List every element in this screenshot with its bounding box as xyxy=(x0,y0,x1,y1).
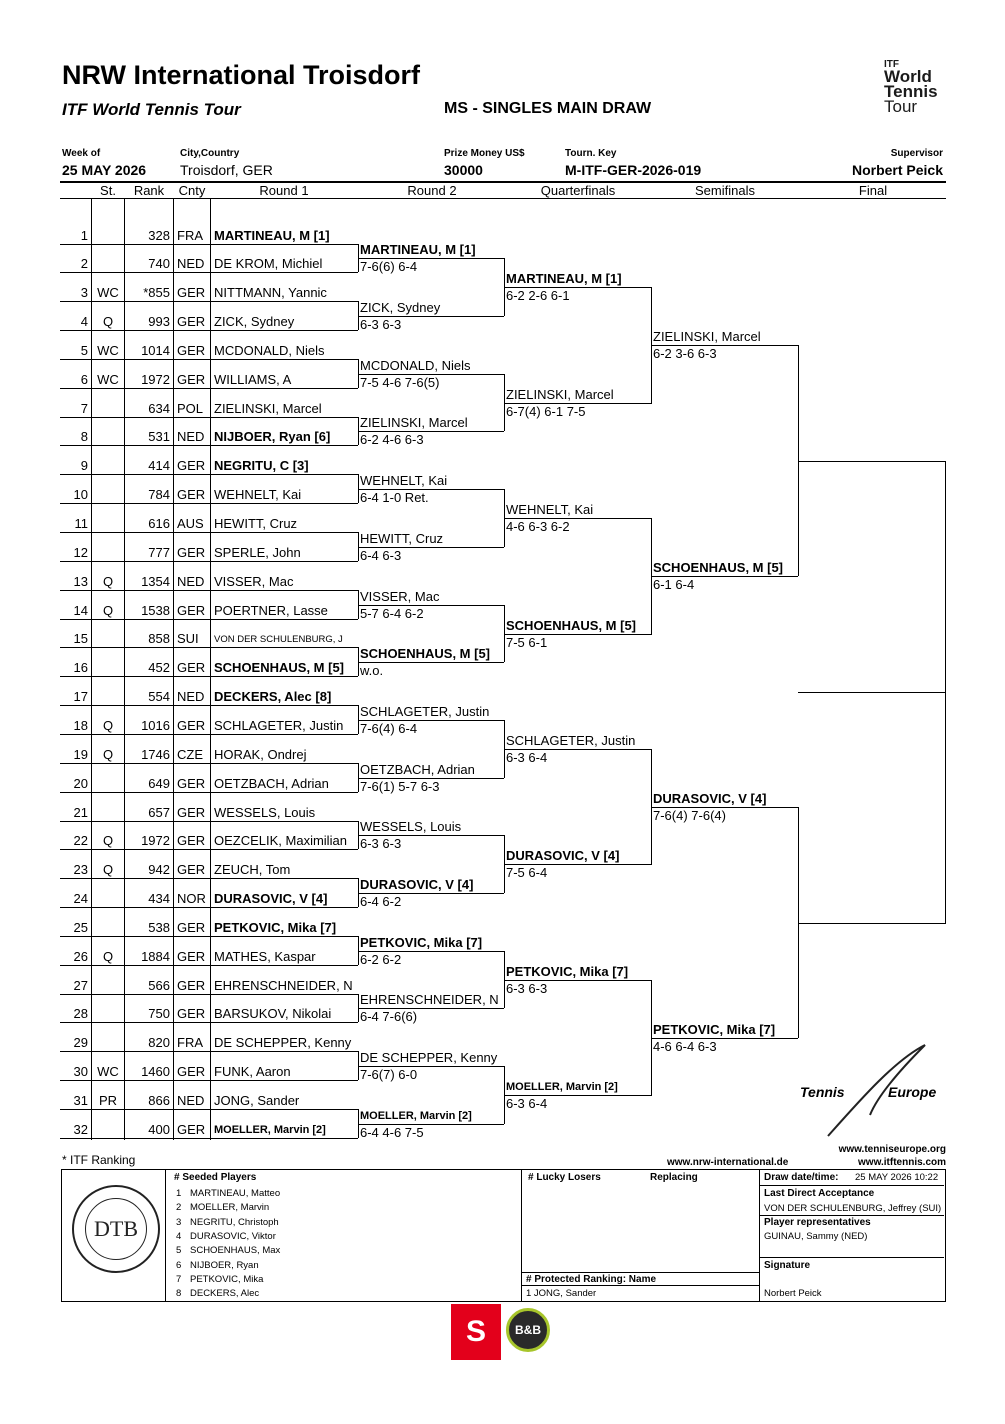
player-name[interactable]: DECKERS, Alec [8] xyxy=(214,689,332,704)
draw-position: 25 xyxy=(73,920,88,935)
winner-name[interactable]: MOELLER, Marvin [2] xyxy=(360,1110,472,1122)
bnb-hotels-logo: B&B xyxy=(506,1308,550,1352)
entry-status: WC xyxy=(97,343,119,358)
nrw-url[interactable]: www.nrw-international.de xyxy=(667,1157,789,1168)
draw-position: 11 xyxy=(74,516,88,531)
player-country: NED xyxy=(177,256,205,271)
entry-status: Q xyxy=(102,314,114,329)
draw-position: 5 xyxy=(80,343,88,358)
draw-position: 32 xyxy=(73,1122,88,1137)
entry-status: WC xyxy=(97,372,119,387)
draw-position: 3 xyxy=(80,285,88,300)
col-round1: Round 1 xyxy=(259,183,309,198)
player-rank: 554 xyxy=(148,689,170,704)
player-name[interactable]: NIJBOER, Ryan [6] xyxy=(214,429,331,444)
player-country: POL xyxy=(177,401,204,416)
prize-value: 30000 xyxy=(444,162,483,178)
draw-line xyxy=(60,445,358,446)
draw-line xyxy=(60,1022,358,1023)
col-cnty: Cnty xyxy=(178,183,206,198)
draw-position: 30 xyxy=(73,1064,88,1079)
match-score: 6-3 6-3 xyxy=(506,981,548,996)
city-label: City,Country xyxy=(180,148,240,159)
draw-position: 9 xyxy=(80,458,88,473)
winner-name[interactable]: DURASOVIC, V [4] xyxy=(653,791,767,806)
player-country: GER xyxy=(177,487,206,502)
winner-name[interactable]: MOELLER, Marvin [2] xyxy=(506,1081,618,1093)
player-country: GER xyxy=(177,1122,206,1137)
entry-status: Q xyxy=(102,574,114,589)
match-score: 6-4 7-6(6) xyxy=(360,1009,418,1024)
player-rank: 634 xyxy=(148,401,170,416)
draw-line xyxy=(60,821,358,822)
signature-label: Signature xyxy=(764,1260,811,1271)
winner-name[interactable]: WEHNELT, Kai xyxy=(360,473,448,488)
entry-status: Q xyxy=(102,747,114,762)
match-score: 7-5 6-1 xyxy=(506,635,548,650)
tennis-europe-logo: Tennis Europe xyxy=(800,1040,946,1140)
player-rank: 531 xyxy=(148,429,170,444)
seed-number: 1 xyxy=(176,1188,182,1199)
draw-position: 21 xyxy=(73,805,88,820)
player-country: GER xyxy=(177,458,206,473)
city-value: Troisdorf, GER xyxy=(180,162,273,178)
draw-line xyxy=(60,301,358,302)
draw-name: MS - SINGLES MAIN DRAW xyxy=(444,100,652,117)
winner-name[interactable]: ZIELINSKI, Marcel xyxy=(360,415,468,430)
column-header-rule xyxy=(60,198,946,199)
player-name[interactable]: FUNK, Aaron xyxy=(214,1064,291,1079)
player-rank: 1884 xyxy=(141,949,170,964)
winner-name[interactable]: WEHNELT, Kai xyxy=(506,502,594,517)
player-country: GER xyxy=(177,833,206,848)
winner-name[interactable]: SCHOENHAUS, M [5] xyxy=(653,560,784,575)
player-rank: 434 xyxy=(148,891,170,906)
player-rank: 1972 xyxy=(141,372,170,387)
player-rank: 1354 xyxy=(141,574,170,589)
col-semifinals: Semifinals xyxy=(695,183,755,198)
match-score: 7-6(7) 6-0 xyxy=(360,1067,418,1082)
player-name[interactable]: ZICK, Sydney xyxy=(214,314,295,329)
draw-position: 28 xyxy=(73,1006,88,1021)
col-sep xyxy=(210,198,211,1140)
draw-line xyxy=(60,763,358,764)
winner-name[interactable]: MCDONALD, Niels xyxy=(360,358,471,373)
player-rank: 452 xyxy=(148,660,170,675)
week-value: 25 MAY 2026 xyxy=(62,162,147,178)
player-country: GER xyxy=(177,343,206,358)
player-name[interactable]: SCHOENHAUS, M [5] xyxy=(214,660,345,675)
player-rank: 740 xyxy=(148,256,170,271)
col-sep xyxy=(124,198,125,1140)
draw-position: 18 xyxy=(73,718,88,733)
player-country: GER xyxy=(177,776,206,791)
player-rank: 414 xyxy=(148,458,170,473)
tourn-key-value: M-ITF-GER-2026-019 xyxy=(565,162,702,178)
tenniseurope-url[interactable]: www.tenniseurope.org xyxy=(838,1144,946,1155)
player-name[interactable]: MATHES, Kaspar xyxy=(214,949,316,964)
match-score: 6-4 1-0 Ret. xyxy=(360,490,429,505)
player-country: FRA xyxy=(177,228,203,243)
player-rank: 777 xyxy=(148,545,170,560)
player-country: GER xyxy=(177,314,206,329)
draw-position: 22 xyxy=(73,833,88,848)
match-score: 6-1 6-4 xyxy=(653,577,695,592)
seed-number: 4 xyxy=(176,1230,182,1242)
player-country: GER xyxy=(177,949,206,964)
player-name[interactable]: DURASOVIC, V [4] xyxy=(214,891,328,906)
match-score: 4-6 6-3 6-2 xyxy=(506,519,570,534)
player-country: GER xyxy=(177,805,206,820)
last-direct-acceptance-label: Last Direct Acceptance xyxy=(764,1188,875,1199)
col-rank: Rank xyxy=(133,183,165,198)
seed-number: 6 xyxy=(176,1259,182,1271)
col-sep xyxy=(173,198,174,1140)
match-score: 6-2 4-6 6-3 xyxy=(360,432,424,447)
draw-line xyxy=(60,936,358,937)
draw-position: 2 xyxy=(80,256,88,271)
match-score: 6-3 6-4 xyxy=(506,750,548,765)
entry-status: Q xyxy=(102,833,114,848)
col-round2: Round 2 xyxy=(407,183,457,198)
player-name[interactable]: MARTINEAU, M [1] xyxy=(214,228,330,243)
draw-position: 7 xyxy=(80,401,88,416)
player-rank: 993 xyxy=(148,314,170,329)
col-quarterfinals: Quarterfinals xyxy=(540,183,616,198)
match-score: 6-2 6-2 xyxy=(360,952,402,967)
match-score: 6-3 6-3 xyxy=(360,836,402,851)
draw-line xyxy=(60,272,358,273)
player-rank: 1016 xyxy=(141,718,170,733)
draw-line xyxy=(60,532,358,533)
entry-status: Q xyxy=(102,862,114,877)
player-rank: 657 xyxy=(148,805,170,820)
prize-label: Prize Money US$ xyxy=(444,148,525,159)
match-score: 6-4 6-2 xyxy=(360,894,402,909)
player-country: SUI xyxy=(177,631,199,646)
player-rank: 820 xyxy=(148,1035,170,1050)
winner-name[interactable]: SCHOENHAUS, M [5] xyxy=(360,646,491,661)
seeded-header: # Seeded Players xyxy=(174,1172,257,1183)
player-name[interactable]: WILLIAMS, A xyxy=(214,372,292,387)
winner-name[interactable]: SCHLAGETER, Justin xyxy=(360,704,490,719)
player-country: GER xyxy=(177,603,206,618)
seeded-player: MOELLER, Marvin xyxy=(190,1202,270,1214)
player-country: NED xyxy=(177,1093,205,1108)
player-name[interactable]: HEWITT, Cruz xyxy=(214,516,298,531)
draw-line xyxy=(60,907,358,908)
entry-status: PR xyxy=(98,1093,118,1108)
entry-status: Q xyxy=(102,949,114,964)
player-rank: 1746 xyxy=(141,747,170,762)
draw-line xyxy=(60,619,358,620)
player-country: CZE xyxy=(177,747,203,762)
player-name[interactable]: JONG, Sander xyxy=(214,1093,300,1108)
player-name[interactable]: PETKOVIC, Mika [7] xyxy=(214,920,337,935)
winner-name[interactable]: PETKOVIC, Mika [7] xyxy=(506,964,629,979)
player-rank: 616 xyxy=(148,516,170,531)
player-name[interactable]: ZIELINSKI, Marcel xyxy=(214,401,322,416)
player-name[interactable]: NEGRITU, C [3] xyxy=(214,458,309,473)
player-name[interactable]: SPERLE, John xyxy=(214,545,301,560)
winner-name[interactable]: SCHLAGETER, Justin xyxy=(506,733,636,748)
player-country: NED xyxy=(177,429,205,444)
draw-position: 10 xyxy=(73,487,88,502)
player-country: GER xyxy=(177,1064,206,1079)
player-name[interactable]: WEHNELT, Kai xyxy=(214,487,302,502)
player-country: GER xyxy=(177,920,206,935)
player-rank: 538 xyxy=(148,920,170,935)
supervisor-value: Norbert Peick xyxy=(851,162,943,178)
match-score: 6-7(4) 6-1 7-5 xyxy=(506,404,586,419)
match-score: 7-5 6-4 xyxy=(506,865,548,880)
signature-value: Norbert Peick xyxy=(764,1288,822,1299)
winner-name[interactable]: PETKOVIC, Mika [7] xyxy=(653,1022,776,1037)
winner-name[interactable]: PETKOVIC, Mika [7] xyxy=(360,935,483,950)
draw-line xyxy=(60,1051,358,1052)
winner-name[interactable]: HEWITT, Cruz xyxy=(360,531,444,546)
player-name[interactable]: BARSUKOV, Nikolai xyxy=(214,1006,332,1021)
seed-number: 2 xyxy=(176,1202,182,1214)
final-slot xyxy=(798,461,946,462)
player-country: GER xyxy=(177,978,206,993)
col-st: St. xyxy=(100,183,116,198)
draw-line xyxy=(60,676,358,677)
draw-position: 24 xyxy=(73,891,88,906)
match-score: 4-6 6-4 6-3 xyxy=(653,1039,717,1054)
draw-line xyxy=(60,330,358,331)
draw-position: 4 xyxy=(80,314,88,329)
player-rank: 1972 xyxy=(141,833,170,848)
draw-line xyxy=(60,994,358,995)
itf-ranking-note: * ITF Ranking xyxy=(62,1153,136,1167)
player-country: GER xyxy=(177,718,206,733)
draw-line xyxy=(60,849,358,850)
seeded-player: NIJBOER, Ryan xyxy=(190,1259,259,1271)
player-rank: 1460 xyxy=(141,1064,170,1079)
player-country: GER xyxy=(177,545,206,560)
player-rank: 866 xyxy=(148,1093,170,1108)
match-score: 7-5 4-6 7-6(5) xyxy=(360,375,440,390)
player-name[interactable]: DE KROM, Michiel xyxy=(214,256,323,271)
protected-ranking-header: # Protected Ranking: Name xyxy=(526,1274,657,1285)
draw-datetime-label: Draw date/time: xyxy=(764,1172,839,1183)
match-score: 6-3 6-3 xyxy=(360,317,402,332)
player-name[interactable]: MOELLER, Marvin [2] xyxy=(214,1124,326,1136)
match-score: 6-2 2-6 6-1 xyxy=(506,288,570,303)
winner-name[interactable]: OETZBACH, Adrian xyxy=(360,762,475,777)
player-name[interactable]: ZEUCH, Tom xyxy=(214,862,291,877)
player-rank: 1014 xyxy=(141,343,170,358)
player-reps-label: Player representatives xyxy=(764,1217,871,1228)
winner-name[interactable]: EHRENSCHNEIDER, N xyxy=(360,992,499,1007)
draw-line xyxy=(60,359,358,360)
tour-subtitle: ITF World Tennis Tour xyxy=(62,100,241,119)
last-direct-acceptance-value: VON DER SCHULENBURG, Jeffrey (SUI) xyxy=(764,1203,942,1214)
itftennis-url[interactable]: www.itftennis.com xyxy=(858,1157,946,1168)
entry-status: WC xyxy=(97,1064,119,1079)
draw-line xyxy=(60,244,358,245)
draw-line xyxy=(60,503,358,504)
match-score: 6-2 3-6 6-3 xyxy=(653,346,717,361)
seed-number: 7 xyxy=(176,1273,182,1285)
tournament-title: NRW International Troisdorf xyxy=(62,60,421,90)
player-reps-value: GUINAU, Sammy (NED) xyxy=(764,1231,868,1242)
replacing-header: Replacing xyxy=(650,1172,698,1183)
winner-name[interactable]: DURASOVIC, V [4] xyxy=(506,848,620,863)
entry-status: Q xyxy=(102,603,114,618)
winner-name[interactable]: SCHOENHAUS, M [5] xyxy=(506,618,637,633)
week-label: Week of xyxy=(62,148,101,159)
protected-ranking-entry: 1 JONG, Sander xyxy=(526,1288,597,1299)
player-country: NOR xyxy=(177,891,206,906)
draw-position: 14 xyxy=(73,603,88,618)
draw-line xyxy=(60,417,358,418)
entry-status: Q xyxy=(102,718,114,733)
draw-line xyxy=(60,792,358,793)
player-name[interactable]: SCHLAGETER, Justin xyxy=(214,718,344,733)
player-name[interactable]: MCDONALD, Niels xyxy=(214,343,325,358)
player-name[interactable]: VISSER, Mac xyxy=(214,574,294,589)
winner-name[interactable]: WESSELS, Louis xyxy=(360,819,462,834)
winner-name[interactable]: ZIELINSKI, Marcel xyxy=(506,387,614,402)
seeded-player: MARTINEAU, Matteo xyxy=(190,1188,281,1199)
player-rank: 328 xyxy=(148,228,170,243)
draw-line xyxy=(60,1138,358,1139)
seeded-player: SCHOENHAUS, Max xyxy=(190,1245,281,1257)
final-slot xyxy=(798,923,946,924)
draw-line xyxy=(60,388,358,389)
seeded-player: NEGRITU, Christoph xyxy=(190,1216,279,1228)
match-score: 6-4 4-6 7-5 xyxy=(360,1125,424,1140)
draw-line xyxy=(60,1109,358,1110)
player-name[interactable]: DE SCHEPPER, Kenny xyxy=(214,1035,352,1050)
winner-name[interactable]: ZIELINSKI, Marcel xyxy=(653,329,761,344)
draw-position: 12 xyxy=(73,545,88,560)
player-rank: 858 xyxy=(148,631,170,646)
dtb-seal-logo: DTB xyxy=(72,1185,160,1273)
player-country: GER xyxy=(177,862,206,877)
col-sep xyxy=(91,198,92,1140)
player-name[interactable]: EHRENSCHNEIDER, N xyxy=(214,978,353,993)
entry-status: WC xyxy=(97,285,119,300)
draw-position: 26 xyxy=(73,949,88,964)
draw-position: 16 xyxy=(73,660,88,675)
player-name[interactable]: WESSELS, Louis xyxy=(214,805,316,820)
draw-line xyxy=(60,590,358,591)
player-rank: 400 xyxy=(148,1122,170,1137)
player-country: GER xyxy=(177,285,206,300)
seed-number: 8 xyxy=(176,1288,182,1300)
winner-name[interactable]: MARTINEAU, M [1] xyxy=(360,242,476,257)
winner-name[interactable]: VISSER, Mac xyxy=(360,589,440,604)
player-country: NED xyxy=(177,574,205,589)
player-name[interactable]: VON DER SCHULENBURG, J xyxy=(214,634,343,645)
match-score: 5-7 6-4 6-2 xyxy=(360,606,424,621)
draw-line xyxy=(60,878,358,879)
player-name[interactable]: POERTNER, Lasse xyxy=(214,603,328,618)
draw-position: 17 xyxy=(73,689,88,704)
player-country: GER xyxy=(177,1006,206,1021)
tourn-key-label: Tourn. Key xyxy=(565,148,617,159)
draw-line xyxy=(60,647,358,648)
draw-line xyxy=(60,965,358,966)
draw-position: 27 xyxy=(73,978,88,993)
player-rank: 566 xyxy=(148,978,170,993)
draw-line xyxy=(60,734,358,735)
draw-position: 29 xyxy=(73,1035,88,1050)
draw-line xyxy=(60,474,358,475)
player-name[interactable]: NITTMANN, Yannic xyxy=(214,285,327,300)
match-score: 7-6(4) 7-6(4) xyxy=(653,808,726,823)
match-score: 7-6(6) 6-4 xyxy=(360,259,418,274)
player-country: GER xyxy=(177,660,206,675)
lucky-losers-header: # Lucky Losers xyxy=(528,1172,601,1183)
player-name[interactable]: OETZBACH, Adrian xyxy=(214,776,329,791)
match-score: 6-3 6-4 xyxy=(506,1096,548,1111)
draw-position: 8 xyxy=(80,429,88,444)
supervisor-label: Supervisor xyxy=(890,148,943,159)
player-name[interactable]: HORAK, Ondrej xyxy=(214,747,307,762)
player-rank: 750 xyxy=(148,1006,170,1021)
draw-line xyxy=(60,1080,358,1081)
player-rank: 942 xyxy=(148,862,170,877)
draw-position: 31 xyxy=(73,1093,88,1108)
draw-position: 6 xyxy=(80,372,88,387)
player-rank: 649 xyxy=(148,776,170,791)
draw-position: 13 xyxy=(73,574,88,589)
draw-position: 19 xyxy=(73,747,88,762)
winner-name[interactable]: MARTINEAU, M [1] xyxy=(506,271,622,286)
winner-name[interactable]: DURASOVIC, V [4] xyxy=(360,877,474,892)
champion-slot xyxy=(798,692,946,693)
seed-number: 3 xyxy=(176,1216,182,1228)
draw-position: 15 xyxy=(73,631,88,646)
player-rank: 784 xyxy=(148,487,170,502)
draw-line xyxy=(60,705,358,706)
match-score: 7-6(4) 6-4 xyxy=(360,721,418,736)
col-final: Final xyxy=(858,183,888,198)
match-score: w.o. xyxy=(360,663,384,678)
draw-line xyxy=(60,561,358,562)
player-country: NED xyxy=(177,689,205,704)
match-score: 6-4 6-3 xyxy=(360,548,402,563)
seeded-player: DURASOVIC, Viktor xyxy=(190,1230,276,1242)
seeded-player: DECKERS, Alec xyxy=(190,1288,260,1300)
winner-name[interactable]: DE SCHEPPER, Kenny xyxy=(360,1050,498,1065)
player-country: FRA xyxy=(177,1035,203,1050)
player-country: AUS xyxy=(177,516,204,531)
sparkasse-logo: S xyxy=(451,1304,501,1360)
player-name[interactable]: OEZCELIK, Maximilian xyxy=(214,833,347,848)
seed-number: 5 xyxy=(176,1245,182,1257)
winner-name[interactable]: ZICK, Sydney xyxy=(360,300,441,315)
match-score: 7-6(1) 5-7 6-3 xyxy=(360,779,440,794)
itf-world-tennis-tour-logo: ITF World Tennis Tour xyxy=(884,59,938,116)
player-country: GER xyxy=(177,372,206,387)
draw-position: 20 xyxy=(73,776,88,791)
draw-position: 23 xyxy=(73,862,88,877)
seeded-player: PETKOVIC, Mika xyxy=(190,1273,264,1285)
draw-position: 1 xyxy=(80,228,88,243)
draw-datetime-value: 25 MAY 2026 10:22 xyxy=(855,1172,939,1183)
player-rank: 1538 xyxy=(141,603,170,618)
player-rank: *855 xyxy=(143,285,170,300)
